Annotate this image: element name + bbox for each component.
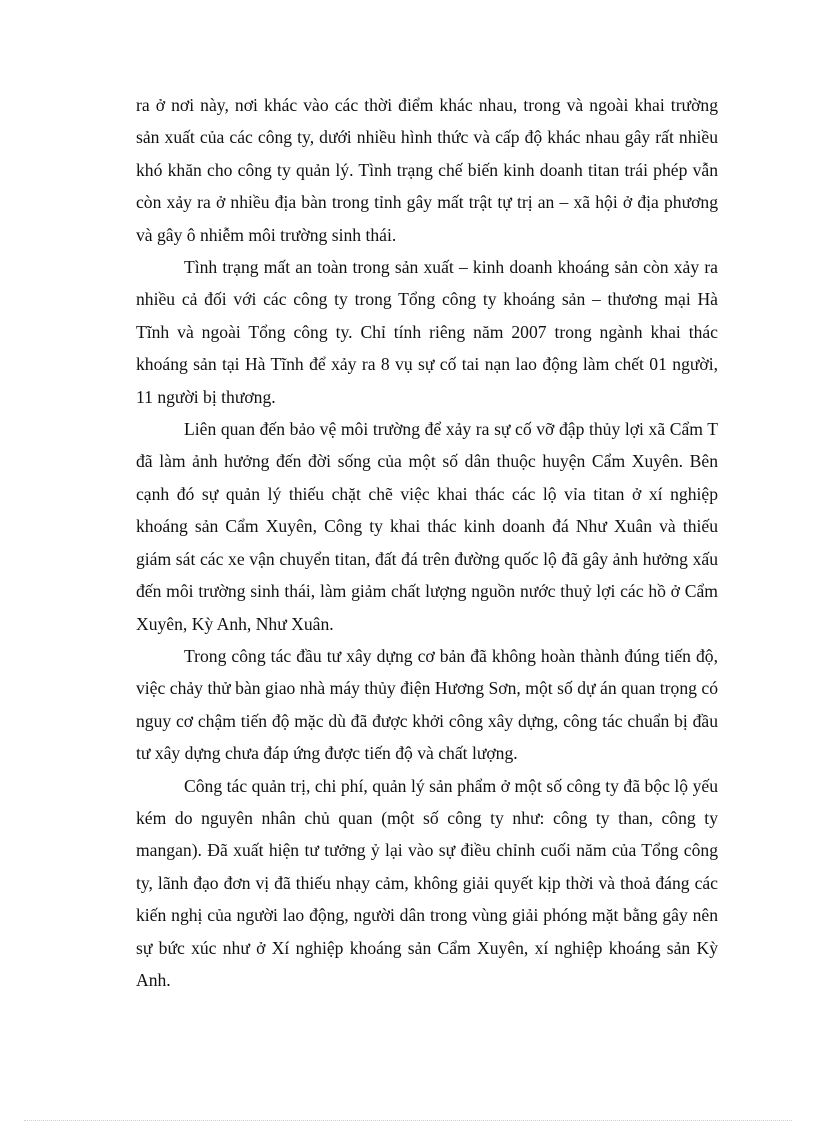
paragraph-safety: Tình trạng mất an toàn trong sản xuất – kinh doanh khoáng sản còn xảy ra nhiều cả đối với các công ty trong Tổng công ty khoáng sản – thương mại Hà Tĩnh và ngoài Tổng công ty. Chỉ tính riêng năm 2007 trong ngành khai thác khoáng sản tại Hà Tĩnh để xảy ra 8 vụ sự cố tai nạn lao động làm chết 01 người, 11 người bị thương. <box>136 257 718 407</box>
paragraph-continuation: ra ở nơi này, nơi khác vào các thời điểm khác nhau, trong và ngoài khai trường sản xuất của các công ty, dưới nhiều hình thức và cấp độ khác nhau gây rất nhiều khó khăn cho công ty quản lý. Tình trạng chế biến kinh doanh titan trái phép vẫn còn xảy ra ở nhiều địa bàn trong tỉnh gây mất trật tự trị an – xã hội ở địa phương và gây ô nhiễm môi trường sinh thái. <box>136 95 718 245</box>
paragraph-environment: Liên quan đến bảo vệ môi trường để xảy ra sự cố vỡ đập thủy lợi xã Cẩm T đã làm ảnh hưởng đến đời sống của một số dân thuộc huyện Cẩm Xuyên. Bên cạnh đó sự quản lý thiếu chặt chẽ việc khai thác các lộ vỉa titan ở xí nghiệp khoáng sản Cẩm Xuyên, Công ty khai thác kinh doanh đá Như Xuân và thiếu giám sát các xe vận chuyển titan, đất đá trên đường quốc lộ đã gây ảnh hưởng xấu đến môi trường sinh thái, làm giảm chất lượng nguồn nước thuỷ lợi các hồ ở Cẩm Xuyên, Kỳ Anh, Như Xuân. <box>136 419 718 634</box>
document-body <box>136 89 718 996</box>
page-bottom-divider <box>24 1120 792 1121</box>
paragraph-management: Công tác quản trị, chi phí, quản lý sản phẩm ở một số công ty đã bộc lộ yếu kém do nguyên nhân chủ quan (một số công ty như: công ty than, công ty mangan). Đã xuất hiện tư tưởng ỷ lại vào sự điều chỉnh cuối năm của Tổng công ty, lãnh đạo đơn vị đã thiếu nhạy cảm, không giải quyết kịp thời và thoả đáng các kiến nghị của người lao động, người dân trong vùng giải phóng mặt bằng gây nên sự bức xúc như ở Xí nghiệp khoáng sản Cẩm Xuyên, xí nghiệp khoáng sản Kỳ Anh. <box>136 775 718 990</box>
paragraph-construction: Trong công tác đầu tư xây dựng cơ bản đã không hoàn thành đúng tiến độ, việc chảy thử bàn giao nhà máy thủy điện Hương Sơn, một số dự án quan trọng có nguy cơ chậm tiến độ mặc dù đã được khởi công xây dựng, công tác chuẩn bị đầu tư xây dựng chưa đáp ứng được tiến độ và chất lượng. <box>136 645 718 764</box>
